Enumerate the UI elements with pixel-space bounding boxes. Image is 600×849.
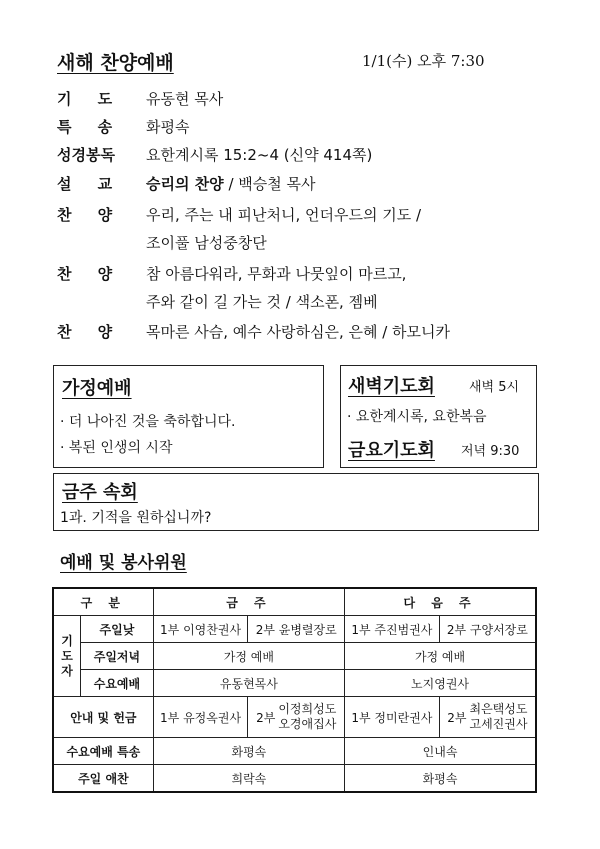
cell-next-sunday-evening: 가정 예배	[345, 643, 536, 670]
program-value-praise-2-cont: 주와 같이 길 가는 것 / 색소폰, 젬베	[146, 293, 378, 311]
table-row	[53, 697, 536, 738]
friday-prayer-time: 저녁 9:30	[461, 444, 520, 459]
cell-this-sunday-meal: 희락속	[153, 765, 344, 793]
row-label-sunday-evening: 주일저녁	[81, 643, 154, 670]
sermon-title: 승리의 찬양	[146, 175, 224, 193]
program-value-praise-1-cont: 조이풀 남성중창단	[146, 234, 267, 252]
next-guide-2-line2: 고세진권사	[469, 717, 528, 731]
cell-next-sunday-2: 2부 구양서장로	[439, 616, 536, 643]
row-label-wednesday-special: 수요예배 특송	[53, 738, 153, 765]
program-value-praise-1: 우리, 주는 내 피난처니, 언더우드의 기도 /	[146, 206, 422, 224]
cell-next-wednesday: 노지영권사	[345, 670, 536, 697]
table-row	[53, 738, 536, 765]
duty-section-title: 예배 및 봉사위원	[60, 553, 187, 573]
program-label-sermon: 설 교	[57, 175, 113, 193]
cell-this-sunday-2: 2부 윤병렬장로	[248, 616, 345, 643]
weekly-catechism-text: 1과. 기적을 원하십니까?	[60, 510, 212, 526]
program-value-praise-2: 참 아름다워라, 무화과 나뭇잎이 마르고,	[146, 265, 407, 283]
program-label-praise-3: 찬 양	[57, 323, 113, 341]
program-label-scripture: 성경봉독	[57, 146, 115, 164]
cell-next-sunday-meal: 화평속	[345, 765, 536, 793]
cell-this-wednesday-special: 화평속	[153, 738, 344, 765]
program-value-scripture: 요한계시록 15:2~4 (신약 414쪽)	[146, 146, 373, 164]
family-worship-title: 가정예배	[62, 378, 132, 399]
cell-this-wednesday: 유동현목사	[153, 670, 344, 697]
family-worship-line-2: · 복된 인생의 시작	[60, 440, 173, 456]
header-this-week: 금 주	[153, 588, 344, 616]
table-row	[53, 616, 536, 643]
header-category: 구 분	[53, 588, 153, 616]
family-worship-box	[53, 365, 324, 468]
program-label-praise-1: 찬 양	[57, 206, 113, 224]
program-value-sermon	[146, 173, 316, 194]
weekly-catechism-box	[53, 473, 539, 531]
row-label-wednesday: 수요예배	[81, 670, 154, 697]
friday-prayer-title: 금요기도회	[348, 440, 435, 461]
cell-next-wednesday-special: 인내속	[345, 738, 536, 765]
row-label-sunday-meal: 주일 애찬	[53, 765, 153, 793]
cell-next-sunday-1: 1부 주진범권사	[345, 616, 440, 643]
header-next-week: 다 음 주	[345, 588, 536, 616]
family-worship-line-1: · 더 나아진 것을 축하합니다.	[60, 414, 236, 430]
this-guide-2-prefix: 2부	[256, 710, 276, 725]
table-header-row	[53, 588, 536, 616]
program-value-special-song: 화평속	[146, 118, 190, 136]
program-label-special-song: 특 송	[57, 118, 113, 136]
cell-next-guide-1: 1부 정미란권사	[345, 697, 440, 738]
prayer-group-label: 기도자	[53, 616, 81, 697]
weekly-catechism-title: 금주 속회	[62, 482, 138, 503]
program-value-praise-3: 목마른 사슴, 예수 사랑하심은, 은혜 / 하모니카	[146, 323, 451, 341]
this-guide-2-line1: 이정희성도	[278, 702, 337, 716]
program-label-prayer: 기 도	[57, 90, 113, 108]
cell-this-guide-1: 1부 유정옥권사	[153, 697, 248, 738]
duty-table	[52, 587, 537, 793]
page-title: 새해 찬양예배	[57, 52, 174, 74]
table-row	[53, 670, 536, 697]
service-datetime: 1/1(수) 오후 7:30	[362, 52, 485, 70]
row-label-sunday-day: 주일낮	[81, 616, 154, 643]
row-label-guide-offering: 안내 및 헌금	[53, 697, 153, 738]
cell-this-guide-2	[248, 697, 345, 738]
dawn-prayer-time: 새벽 5시	[469, 380, 520, 395]
next-guide-2-prefix: 2부	[447, 710, 467, 725]
cell-this-sunday-evening: 가정 예배	[153, 643, 344, 670]
table-row	[53, 765, 536, 793]
program-value-prayer: 유동현 목사	[146, 90, 224, 108]
dawn-prayer-title: 새벽기도회	[348, 376, 435, 397]
this-guide-2-line2: 오경애집사	[278, 717, 337, 731]
program-label-praise-2: 찬 양	[57, 265, 113, 283]
sermon-preacher: / 백승철 목사	[223, 175, 316, 193]
table-row	[53, 643, 536, 670]
dawn-prayer-text: · 요한계시록, 요한복음	[347, 409, 487, 425]
cell-next-guide-2	[439, 697, 536, 738]
next-guide-2-line1: 최은택성도	[469, 702, 528, 716]
prayer-meetings-box	[340, 365, 537, 468]
cell-this-sunday-1: 1부 이영찬권사	[153, 616, 248, 643]
